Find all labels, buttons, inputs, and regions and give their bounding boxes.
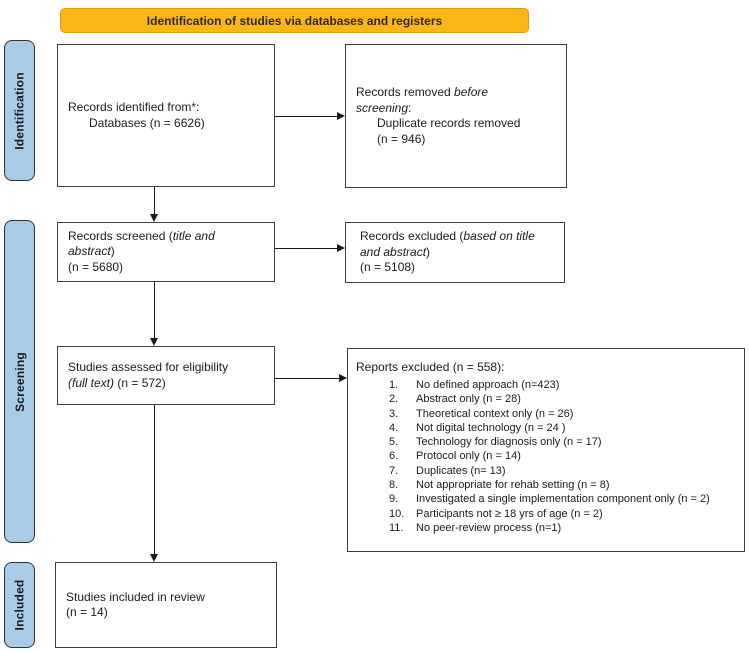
reports-excluded-item: 10. Participants not ≥ 18 yrs of age (n = 2): [389, 507, 603, 520]
stage-tab-screening: [4, 220, 35, 543]
arrowhead-right-3: [339, 374, 347, 382]
stage-label-identification: Identification: [12, 71, 27, 150]
reports-excluded-item: 4. Not digital technology (n = 24 ): [389, 421, 566, 434]
reports-excluded-list: [356, 378, 740, 535]
reports-excluded-item: 5. Technology for diagnosis only (n = 17): [389, 436, 602, 449]
records-screened-box: [57, 222, 275, 282]
records-excluded-line1: Records excluded (based on title and abstract): [360, 229, 535, 259]
arrowhead-down-1: [150, 214, 158, 222]
records-removed-line1: Records removed before screening:: [356, 85, 489, 115]
records-excluded-box: [345, 222, 565, 283]
reports-excluded-item: 2. Abstract only (n = 28): [389, 393, 521, 406]
studies-included-line2: (n = 14): [66, 605, 108, 619]
connector-identified-to-screened: [154, 187, 156, 215]
records-identified-sub: Databases (n = 6626): [89, 115, 205, 130]
reports-excluded-title: Reports excluded (n = 558):: [356, 360, 505, 374]
records-screened-line2: (n = 5680): [68, 259, 124, 274]
connector-assessed-to-reports: [275, 378, 340, 380]
banner: [60, 8, 529, 33]
reports-excluded-box: [347, 348, 745, 552]
reports-excluded-item: 1. No defined approach (n=423): [389, 379, 560, 391]
arrowhead-right-1: [337, 112, 345, 120]
arrowhead-down-3: [150, 554, 158, 562]
reports-excluded-item: 9. Investigated a single implementation component only (n = 2): [389, 493, 710, 506]
banner-label: Identification of studies via databases and registers: [146, 13, 443, 28]
studies-assessed-box: [57, 346, 275, 405]
connector-screened-to-assessed: [154, 282, 156, 339]
reports-excluded-item: 6. Protocol only (n = 14): [389, 450, 521, 463]
stage-tab-included: [4, 562, 35, 648]
stage-label-included: Included: [12, 579, 27, 631]
studies-included-box: [55, 562, 277, 648]
reports-excluded-item: 11. No peer-review process (n=1): [389, 521, 562, 534]
records-removed-box: [345, 44, 567, 188]
connector-identified-to-removed: [275, 116, 338, 118]
connector-screened-to-excluded: [275, 248, 338, 250]
arrowhead-down-2: [150, 338, 158, 346]
studies-assessed-line2: (full text) (n = 572): [68, 375, 166, 390]
records-excluded-line2: (n = 5108): [360, 260, 416, 275]
arrowhead-right-2: [337, 244, 345, 252]
reports-excluded-item: 7. Duplicates (n= 13): [389, 464, 506, 477]
records-identified-line1: Records identified from*:: [68, 100, 200, 114]
studies-included-line1: Studies included in review: [66, 589, 205, 604]
stage-label-screening: Screening: [12, 351, 27, 412]
reports-excluded-item: 8. Not appropriate for rehab setting (n = 8): [389, 479, 610, 492]
reports-excluded-item: 3. Theoretical context only (n = 26): [389, 407, 574, 420]
connector-assessed-to-included: [154, 405, 156, 555]
records-screened-line1: Records screened (title and abstract): [68, 228, 215, 259]
records-removed-sub: Duplicate records removed (n = 946): [377, 116, 521, 146]
stage-tab-identification: [4, 40, 35, 181]
records-identified-box: [57, 44, 275, 187]
studies-assessed-line1: Studies assessed for eligibility: [68, 360, 229, 374]
